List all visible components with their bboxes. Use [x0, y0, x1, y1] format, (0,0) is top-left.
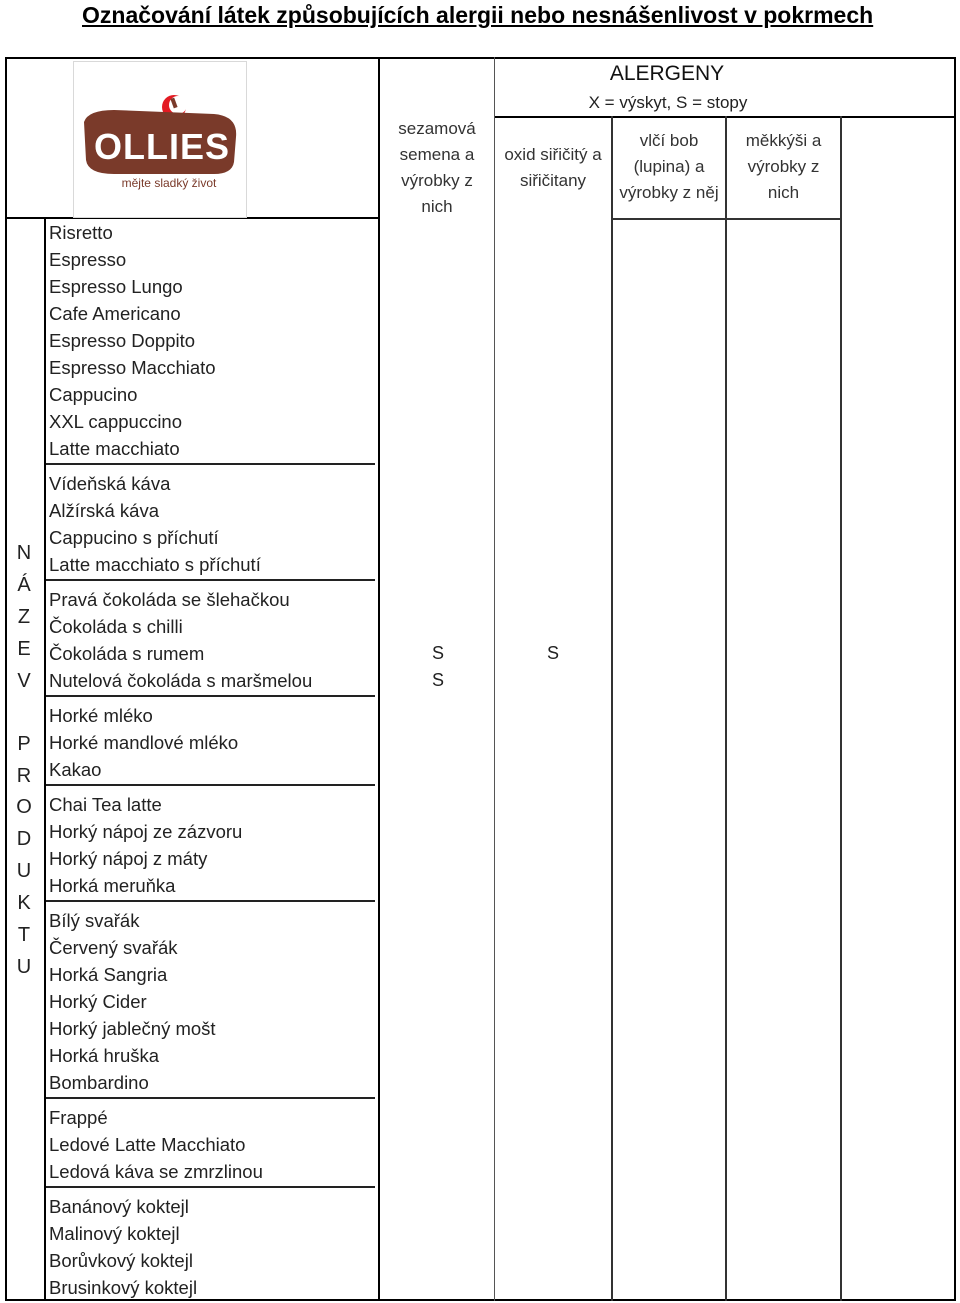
product-row: Malinový koktejl	[49, 1223, 180, 1244]
frame-right	[954, 57, 956, 1301]
mark-nutelova-sezam: S	[432, 670, 445, 690]
group-separator	[46, 695, 375, 697]
product-row: Cappucino s příchutí	[49, 527, 219, 548]
product-row: Bombardino	[49, 1072, 149, 1093]
product-row: Chai Tea latte	[49, 794, 162, 815]
product-row: Horký Cider	[49, 991, 147, 1012]
product-row: Bílý svařák	[49, 910, 140, 931]
product-row: Horký nápoj z máty	[49, 848, 208, 869]
product-row: Latte macchiato	[49, 438, 180, 459]
product-row: Horký jablečný mošt	[49, 1018, 216, 1039]
product-row: Espresso	[49, 249, 127, 270]
column-header-sulphites: oxid siřičitý a siřičitany	[504, 145, 602, 190]
product-row: Horké mandlové mléko	[49, 732, 239, 753]
page-title: Označování látek způsobujících alergii nebo nesnášenlivost v pokrmech	[82, 2, 874, 28]
product-row: Horké mléko	[49, 705, 153, 726]
product-row: Frappé	[49, 1107, 108, 1128]
svg-text:mějte sladký život: mějte sladký život	[121, 176, 217, 190]
group-separator	[46, 900, 375, 902]
group-separator	[46, 1097, 375, 1099]
grid-header-line	[611, 218, 842, 220]
product-row: Risretto	[49, 222, 113, 243]
product-row: Vídeňská káva	[49, 473, 171, 494]
grid-col-3	[725, 116, 727, 1301]
product-row: Cappucino	[49, 384, 138, 405]
column-header-lupin: vlčí bob (lupina) a výrobky z něj	[619, 131, 719, 202]
group-separator	[46, 784, 375, 786]
allergens-title: ALERGENY	[609, 62, 725, 85]
frame-col-products-right	[378, 57, 380, 1301]
grid-col-2	[611, 116, 613, 1301]
product-row: Čokoláda s rumem	[49, 643, 205, 664]
product-row: Horká hruška	[49, 1045, 160, 1066]
product-row: Kakao	[49, 759, 102, 780]
frame-left	[5, 57, 7, 1301]
product-row: Borůvkový koktejl	[49, 1250, 193, 1271]
mark-cokolada-rumem-siricitany: S	[547, 643, 560, 663]
product-row: Čokoláda s chilli	[49, 616, 183, 637]
group-separator	[46, 579, 375, 581]
product-row: Cafe Americano	[49, 303, 181, 324]
grid-col-1	[494, 57, 495, 1301]
product-row: Nutelová čokoláda s maršmelou	[49, 670, 313, 691]
group-separator	[46, 463, 375, 465]
product-row: Ledová káva se zmrzlinou	[49, 1161, 263, 1182]
column-header-molluscs: měkkýši a výrobky z nich	[745, 131, 822, 202]
product-row: Horký nápoj ze zázvoru	[49, 821, 243, 842]
product-row: Červený svařák	[49, 937, 178, 958]
product-row: Latte macchiato s příchutí	[49, 554, 261, 575]
product-row: XXL cappuccino	[49, 411, 183, 432]
product-row: Brusinkový koktejl	[49, 1277, 198, 1298]
product-row: Espresso Doppito	[49, 330, 196, 351]
frame-top	[5, 57, 956, 59]
allergens-legend: X = výskyt, S = stopy	[588, 93, 748, 112]
frame-inner-left	[44, 217, 46, 1301]
group-separator	[46, 1186, 375, 1188]
column-header-sesame: sezamová semena a výrobky z nich	[398, 119, 476, 216]
mark-cokolada-rumem-sezam: S	[432, 643, 445, 663]
product-row: Espresso Lungo	[49, 276, 183, 297]
product-row: Alžírská káva	[49, 500, 160, 521]
product-row: Espresso Macchiato	[49, 357, 216, 378]
grid-col-4	[840, 116, 842, 1301]
product-row: Banánový koktejl	[49, 1196, 189, 1217]
ollies-logo	[73, 61, 247, 218]
product-row: Pravá čokoláda se šlehačkou	[49, 589, 290, 610]
product-row: Horká Sangria	[49, 964, 168, 985]
product-row: Ledové Latte Macchiato	[49, 1134, 246, 1155]
svg-text:OLLIES: OLLIES	[93, 126, 231, 167]
product-row: Horká meruňka	[49, 875, 176, 896]
